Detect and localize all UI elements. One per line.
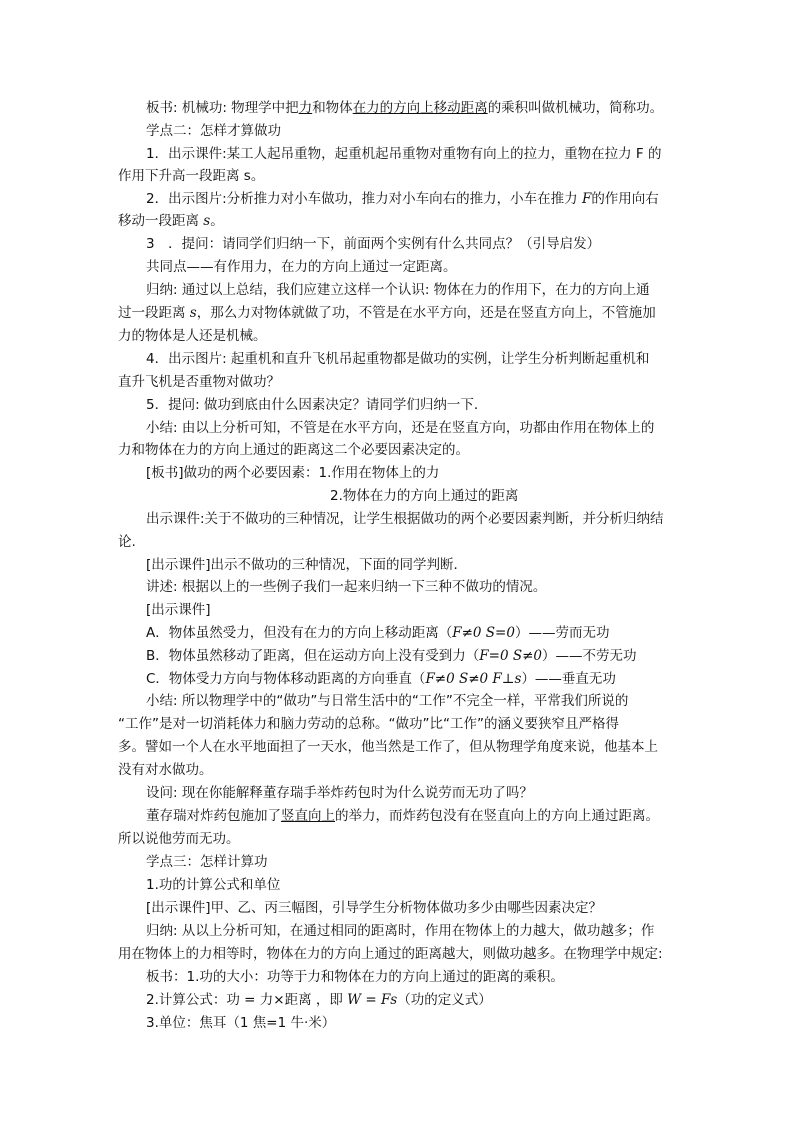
paragraph-line: 直升飞机是否重物对做功？: [118, 374, 280, 390]
blackboard-work-definition: 板书: 机械功: 物理学中把力和物体在力的方向上移动距离的乘积叫做机械功，简称功。: [146, 100, 664, 116]
paragraph-line: 归纳: 从以上分析可知，在通过相同的距离时，作用在物体上的力越大，做功越多；作: [146, 923, 655, 939]
no-work-case-c: C．物体受力方向与物体移动距离的方向垂直（F≠0 S≠0 F⊥s）——垂直无功: [146, 671, 616, 687]
paragraph-line: 1．出示课件:某工人起吊重物，起重机起吊重物对重物有向上的拉力，重物在拉力 F 的: [146, 146, 662, 162]
paragraph-line: 1.功的计算公式和单位: [146, 877, 281, 893]
paragraph-line: [出示课件]: [146, 602, 211, 618]
paragraph-line: [出示课件]出示不做功的三种情况，下面的同学判断．: [146, 557, 468, 573]
paragraph-line: 5．提问: 做功到底由什么因素决定？请同学们归纳一下．: [146, 397, 488, 413]
paragraph-line: “工作”是对一切消耗体力和脑力劳动的总称。“做功”比“工作”的涵义要狭窄且严格得: [118, 716, 619, 732]
paragraph-line: 所以说他劳而无功。: [118, 831, 240, 847]
paragraph-line: 力和物体在力的方向上通过的距离这二个必要因素决定的。: [118, 442, 469, 458]
paragraph-line: [板书]做功的两个必要因素：1.作用在物体上的力: [146, 465, 440, 481]
paragraph-line: 2.物体在力的方向上通过的距离: [330, 488, 519, 504]
paragraph-line: 讲述: 根据以上的一些例子我们一起来归纳一下三种不做功的情况。: [146, 579, 547, 595]
work-formula: 2.计算公式：功 = 力×距离 ，即 W = Fs（功的定义式）: [146, 992, 492, 1008]
section-heading-2: 学点二：怎样才算做功: [146, 123, 281, 139]
work-unit: 3.单位：焦耳（1 焦=1 牛·米）: [146, 1015, 336, 1031]
paragraph-line: 小结: 由以上分析可知，不管是在水平方向，还是在竖直方向，功都由作用在物体上的: [146, 420, 655, 436]
paragraph-line: 设问: 现在你能解释董存瑞手举炸药包时为什么说劳而无功了吗？: [146, 785, 533, 801]
paragraph-line: 共同点——有作用力，在力的方向上通过一定距离。: [146, 259, 457, 275]
paragraph-line: 用在物体上的力相等时，物体在力的方向上通过的距离越大，则做功越多。在物理学中规定:: [118, 946, 663, 962]
paragraph-line: 作用下升高一段距离 s。: [118, 168, 265, 184]
paragraph-line: 没有对水做功。: [118, 762, 213, 778]
paragraph-line: 论.: [118, 534, 136, 550]
paragraph-line: 3 ．提问：请同学们归纳一下，前面两个实例有什么共同点？（引导启发）: [146, 236, 601, 252]
paragraph-line: 小结: 所以物理学中的“做功”与日常生活中的“工作”不完全一样，平常我们所说的: [146, 693, 629, 709]
paragraph-line: 2．出示图片:分析推力对小车做功，推力对小车向右的推力，小车在推力 F的作用向右: [146, 191, 659, 207]
paragraph-line: 移动一段距离 s。: [118, 213, 224, 229]
paragraph-line: 4．出示图片: 起重机和直升飞机吊起重物都是做功的实例，让学生分析判断起重机和: [146, 351, 650, 367]
no-work-case-b: B．物体虽然移动了距离，但在运动方向上没有受到力（F=0 S≠0）——不劳无功: [146, 648, 637, 664]
paragraph-line: 力的物体是人还是机械。: [118, 328, 267, 344]
section-heading-3: 学点三：怎样计算功: [146, 854, 268, 870]
paragraph-line: 出示课件:关于不做功的三种情况，让学生根据做功的两个必要因素判断，并分析归纳结: [146, 511, 664, 527]
paragraph-line: 多。譬如一个人在水平地面担了一天水，他当然是工作了，但从物理学角度来说，他基本上: [118, 739, 658, 755]
paragraph-line: 归纳: 通过以上总结，我们应建立这样一个认识: 物体在力的作用下，在力的方向上通: [146, 282, 650, 298]
paragraph-line: [出示课件]甲、乙、丙三幅图，引导学生分析物体做功多少由哪些因素决定？: [146, 900, 603, 916]
paragraph-line: 过一段距离 s，那么力对物体就做了功，不管是在水平方向，还是在竖直方向上，不管施加: [118, 305, 656, 321]
no-work-case-a: A．物体虽然受力，但没有在力的方向上移动距离（F≠0 S=0）——劳而无功: [146, 625, 610, 641]
paragraph-line: 董存瑞对炸药包施加了竖直向上的举力，而炸药包没有在竖直向上的方向上通过距离。: [146, 808, 659, 824]
paragraph-line: 板书：1.功的大小：功等于力和物体在力的方向上通过的距离的乘积。: [146, 969, 564, 985]
